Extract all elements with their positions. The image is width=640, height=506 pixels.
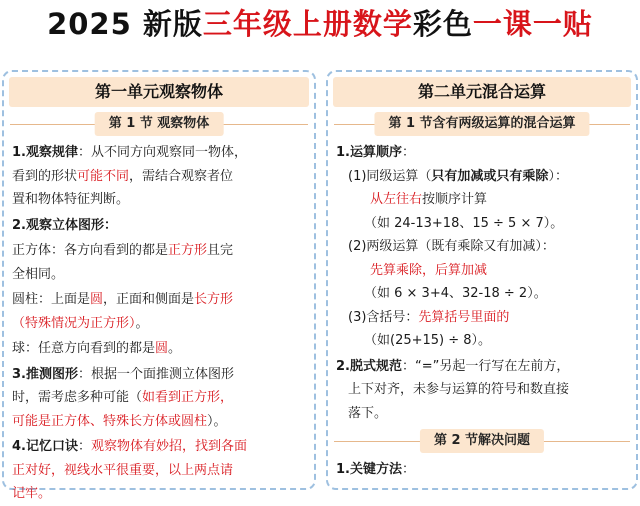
key-method-heading: 1.关键方法： [336,462,415,477]
two-level-example: （如 6 × 3+4、32-18 ÷ 2）。 [364,286,547,301]
operation-order-heading: 1.运算顺序： [336,145,415,160]
cylinder-line-1: 圆柱：上面是圆，正面和侧面是长方形 [12,292,234,307]
section-1-1-bar [10,111,308,137]
unit-2-panel [326,70,638,490]
unit-1-content [4,137,314,506]
two-level-line: (2)两级运算（既有乘除又有加减）： [348,239,555,254]
brackets-line: (3)含括号：先算括号里面的 [348,309,510,325]
infer-shape-line-1: 3.推测图形：根据一个面推测立体图形 [12,366,234,382]
title-end: 一课一贴 [472,7,593,41]
unit-2-heading: 第二单元混合运算 [333,77,631,107]
title-year: 2025 新版 [47,7,203,41]
cylinder-line-2: （特殊情况为正方形）。 [12,315,149,331]
same-level-line: (1)同级运算（只有加减或只有乘除）： [348,168,568,184]
page-title [0,4,640,44]
unit-1-panel [2,70,316,501]
mnemonic-line-2: 正对好，视线水平很重要，以上两点请 [12,462,234,478]
section-2-2 [334,428,630,482]
observation-rule-line-1: 1.观察规律：从不同方向观察同一物体， [12,145,247,160]
section-2-2-content [334,454,630,482]
infer-shape-line-3: 可能是正方体、特殊长方体或圆柱）。 [12,413,227,429]
section-2-2-title: 第 2 节解决问题 [420,429,544,453]
mnemonic-line-1: 4.记忆口诀：观察物体有妙招，找到各面 [12,439,248,454]
section-1-1-title: 第 1 节 观察物体 [95,112,224,136]
title-mid: 彩色 [412,7,473,41]
section-2-2-bar [334,428,630,454]
title-main: 三年级上册数学 [202,7,413,41]
format-rule-line-2: 上下对齐，未参与运算的符号和数直接 [348,382,570,397]
infer-shape-line-2: 时，需考虑多种可能（如看到正方形， [12,390,234,405]
same-level-example: （如 24-13+18、15 ÷ 5 × 7）。 [364,215,564,231]
unit-1-heading: 第一单元观察物体 [9,77,309,107]
observation-rule-line-3: 置和物体特征判断。 [12,192,130,207]
solid-shapes-heading: 2.观察立体图形： [12,217,117,233]
observation-rule-line-2: 看到的形状可能不同，需结合观察者位 [12,168,234,184]
sphere-line: 球：任意方向看到的都是圆。 [12,341,182,356]
cube-line-1: 正方体：各方向看到的都是正方形且完 [12,243,234,258]
unit-2-content [328,137,636,425]
left-to-right-line: 从左往右按顺序计算 [370,192,488,207]
mul-div-first-line: 先算乘除，后算加减 [370,262,488,278]
section-2-1-title: 第 1 节含有两级运算的混合运算 [374,112,589,136]
cube-line-2: 全相同。 [12,266,65,282]
brackets-example: （如(25+15) ÷ 8）。 [364,333,492,348]
format-rule-line-3: 落下。 [348,405,388,421]
mnemonic-line-3: 记牢。 [12,486,52,501]
section-2-1-bar [334,111,630,137]
format-rule-line-1: 2.脱式规范：“=”另起一行写在左前方， [336,358,570,374]
